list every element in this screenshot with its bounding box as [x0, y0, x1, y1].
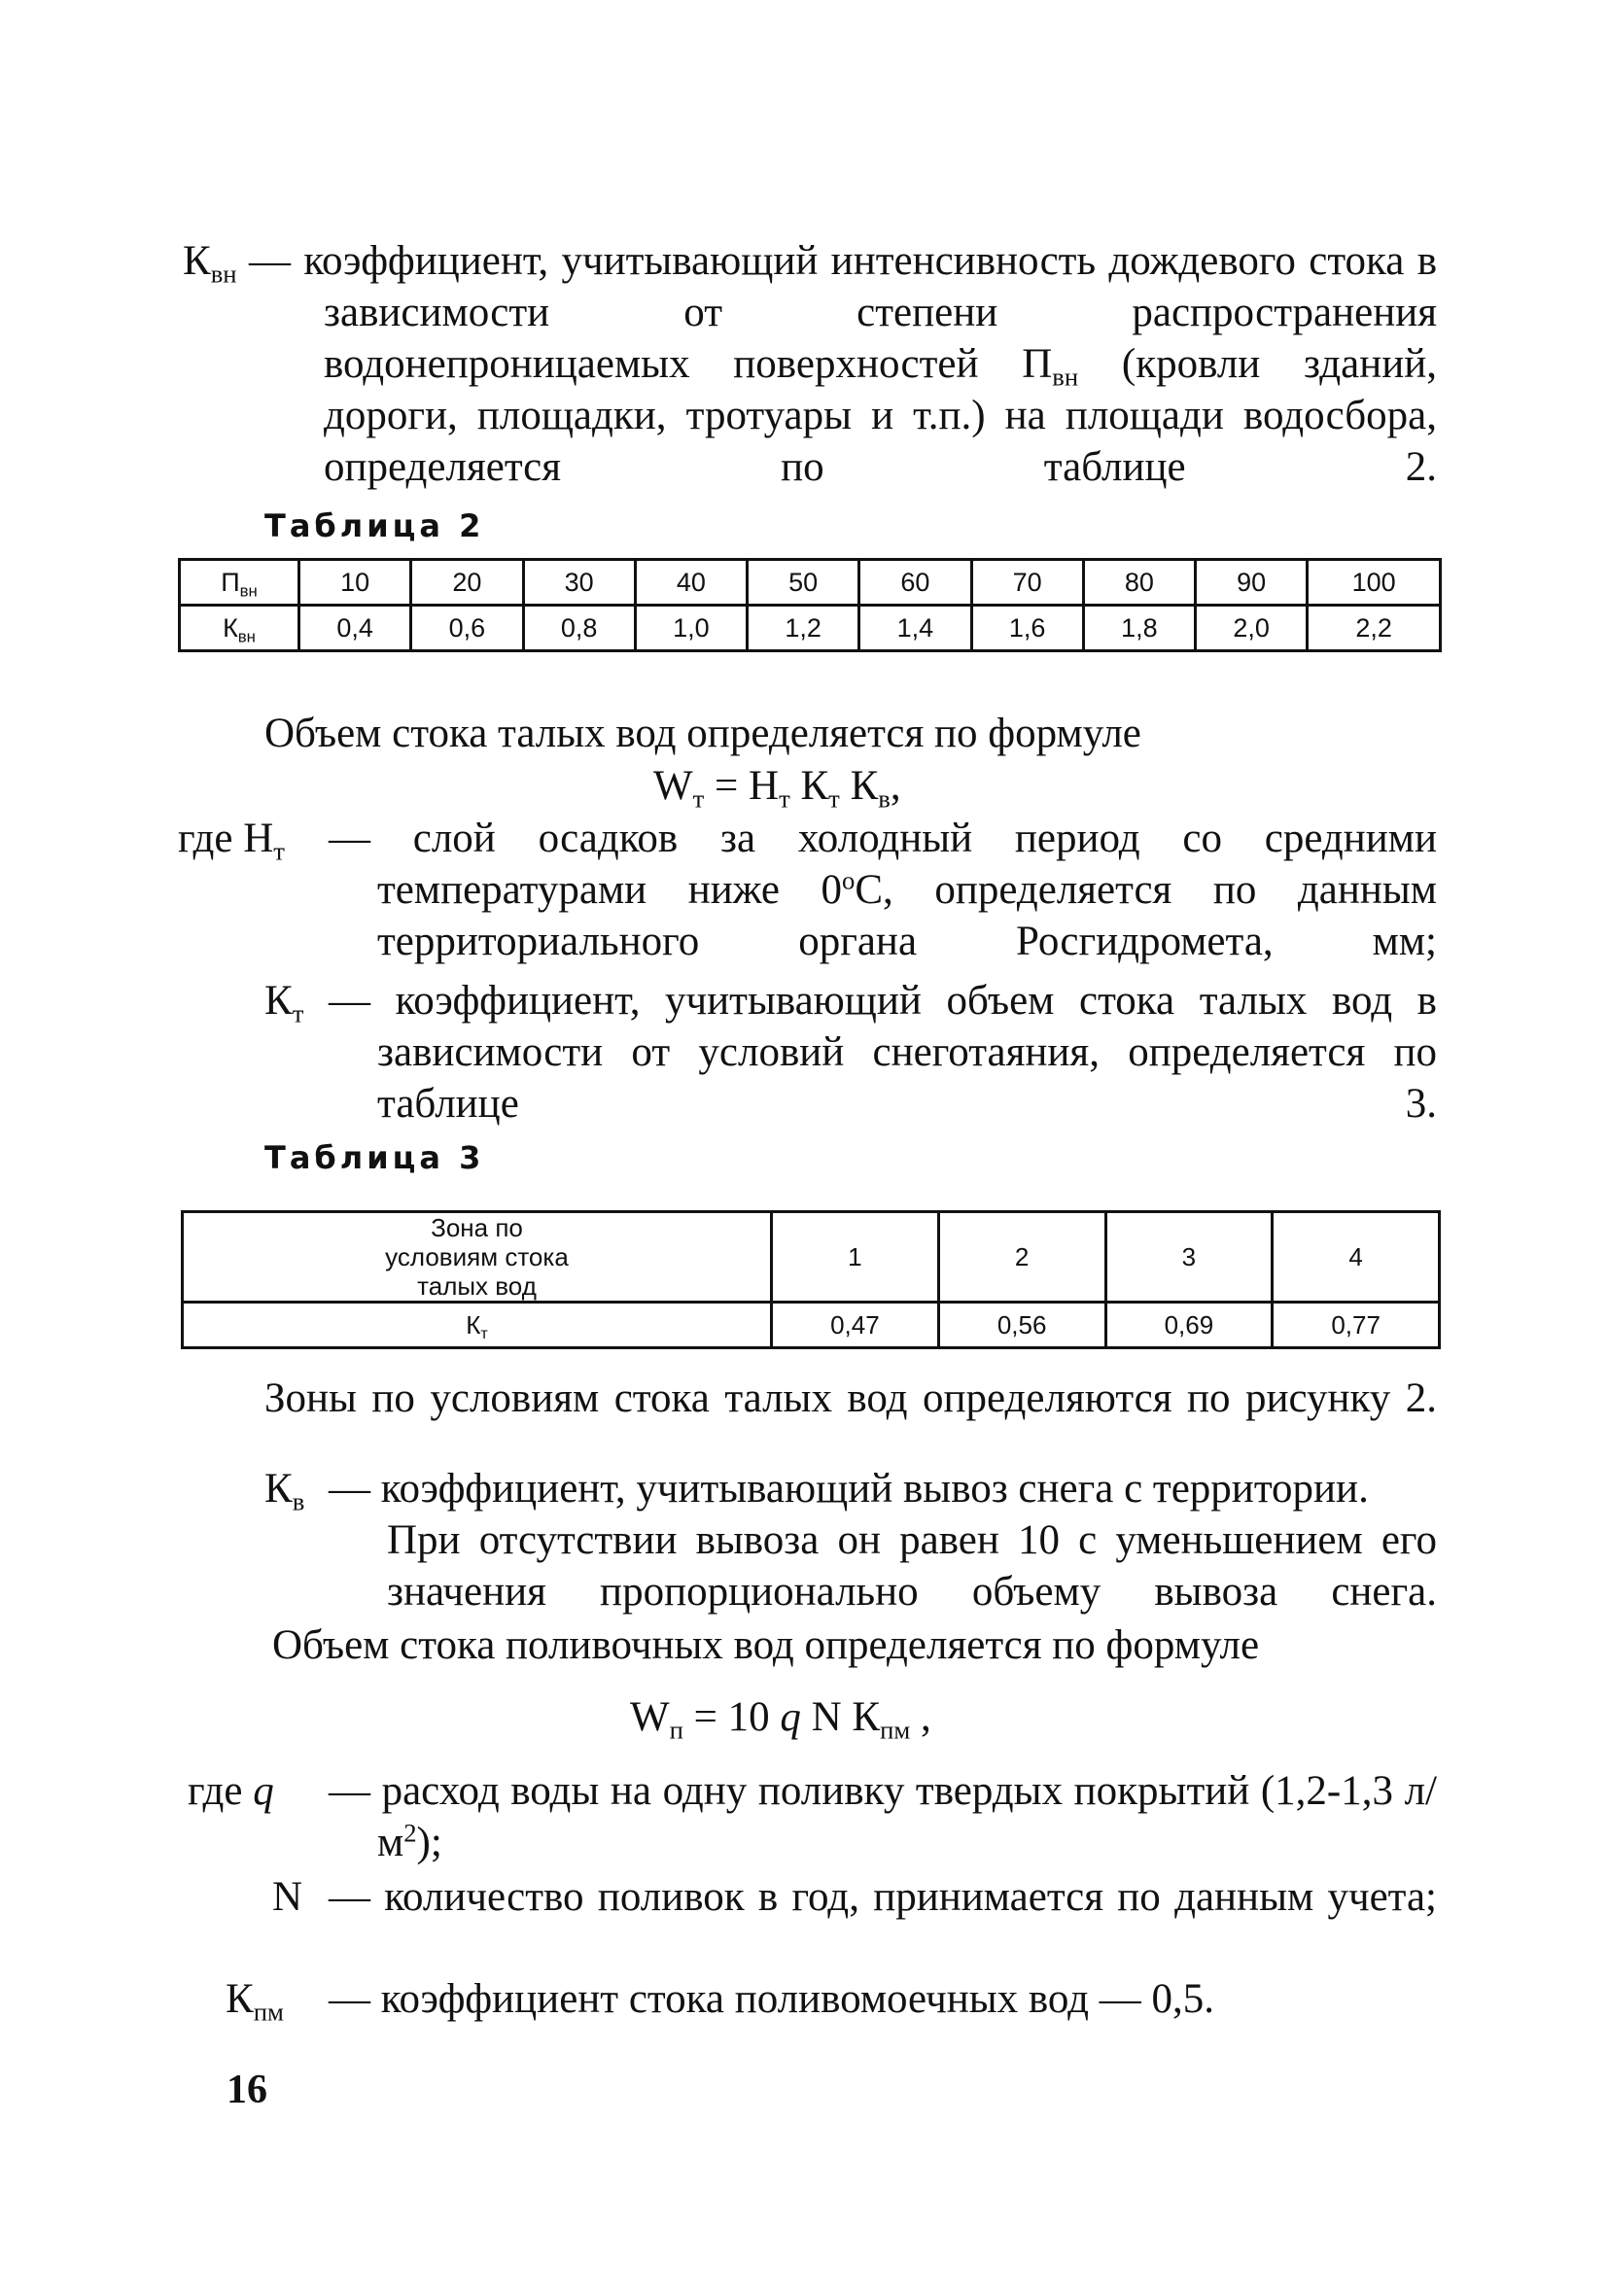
table2-cell: 2,2 — [1308, 606, 1441, 651]
table2-cell: 1,0 — [635, 606, 747, 651]
table3-title: Таблица 3 — [264, 1139, 485, 1176]
table3-value: 0,56 — [938, 1303, 1105, 1348]
table2-cell: 100 — [1308, 560, 1441, 606]
table2-cell: 40 — [635, 560, 747, 606]
table3-header-label: Зона по условиям стока талых вод — [183, 1212, 772, 1303]
kv-definition-line1: — коэффициент, учитывающий вывоз снега с территории. — [329, 1466, 1369, 1512]
table3-zone: 2 — [938, 1212, 1105, 1303]
table2-cell: 80 — [1083, 560, 1195, 606]
kt-definition: — коэффициент, учитывающий объем стока талых вод в зависимости от условий снеготаяния, определяется по таблице 3. — [329, 978, 1437, 1127]
k-vn-definition: — коэффициент, учитывающий интенсивность дождевого стока в зависимости от степени распространения водонепроницаемых поверхностей $П_{вн}$ (кровли зданий, дороги, площадки, тротуары и т.п.) на площади водосбора, определяется по таблице 2. — [249, 238, 1437, 490]
table2-cell: 50 — [748, 560, 859, 606]
table2-cell: 2,0 — [1196, 606, 1308, 651]
n-definition: — количество поливок в год, принимается по данным учета; — [329, 1874, 1437, 1920]
table2-cell: 1,2 — [748, 606, 859, 651]
table2-cell: 30 — [523, 560, 635, 606]
kpm-definition: — коэффициент стока поливомоечных вод — 0,5. — [329, 1976, 1214, 2022]
table3-row-label: $К_т$ — [183, 1303, 772, 1348]
wash-formula: $W_п = 10$ q N $К_{пм}$ , — [630, 1694, 931, 1745]
q-definition: — расход воды на одну поливку твердых покрытий (1,2-1,3 $л/м^2$); — [329, 1768, 1437, 1865]
table3-zone: 1 — [772, 1212, 939, 1303]
melt-h-definition: — слой осадков за холодный период со средними температурами ниже $0^оС$, определяется по данным территориального органа Росгидромета, мм; — [329, 816, 1437, 964]
table2 — [178, 558, 1442, 652]
melt-formula: $W_т = Н_т$ $К_т$ $К_в$, — [653, 763, 901, 814]
table2-row-pvn — [180, 560, 1441, 606]
k-vn-term: $К_{вн}$ — [183, 238, 237, 289]
table2-cell: 0,4 — [299, 606, 411, 651]
table2-cell: 0,6 — [411, 606, 523, 651]
table3-value: 0,69 — [1105, 1303, 1273, 1348]
table2-label-pvn: $П_{вн}$ — [180, 560, 299, 606]
table2-cell: 70 — [971, 560, 1083, 606]
table2-cell: 1,6 — [971, 606, 1083, 651]
table2-row-kvn — [180, 606, 1441, 651]
melt-where: где $Н_т$ — [178, 816, 285, 866]
table2-cell: 1,8 — [1083, 606, 1195, 651]
table2-cell: 60 — [859, 560, 971, 606]
table3-zone: 3 — [1105, 1212, 1273, 1303]
table2-cell: 90 — [1196, 560, 1308, 606]
melt-intro: Объем стока талых вод определяется по формуле — [264, 711, 1141, 756]
table3-zone: 4 — [1273, 1212, 1440, 1303]
table2-cell: 10 — [299, 560, 411, 606]
kv-definition-rest: При отсутствии вывоза он равен 10 с уменьшением его значения пропорционально объему вывоза снега. — [387, 1517, 1437, 1615]
wash-where: где q — [188, 1768, 274, 1814]
kpm-term: $К_{пм}$ — [226, 1976, 284, 2027]
n-term: N — [272, 1874, 303, 1920]
table3-value: 0,77 — [1273, 1303, 1440, 1348]
table2-cell: 1,4 — [859, 606, 971, 651]
table2-title: Таблица 2 — [264, 507, 485, 544]
wash-intro: Объем стока поливочных вод определяется по формуле — [272, 1622, 1260, 1668]
table2-label-kvn: $К_{вн}$ — [180, 606, 299, 651]
zones-text: Зоны по условиям стока талых вод определяются по рисунку 2. — [264, 1375, 1437, 1421]
table2-cell: 0,8 — [523, 606, 635, 651]
table3-header-row — [183, 1212, 1440, 1303]
kt-term: $К_т$ — [264, 978, 304, 1028]
kv-term: $К_в$ — [264, 1466, 305, 1516]
table2-cell: 20 — [411, 560, 523, 606]
page-number: 16 — [227, 2068, 267, 2112]
table3-value-row — [183, 1303, 1440, 1348]
table3-value: 0,47 — [772, 1303, 939, 1348]
table3 — [181, 1210, 1441, 1349]
